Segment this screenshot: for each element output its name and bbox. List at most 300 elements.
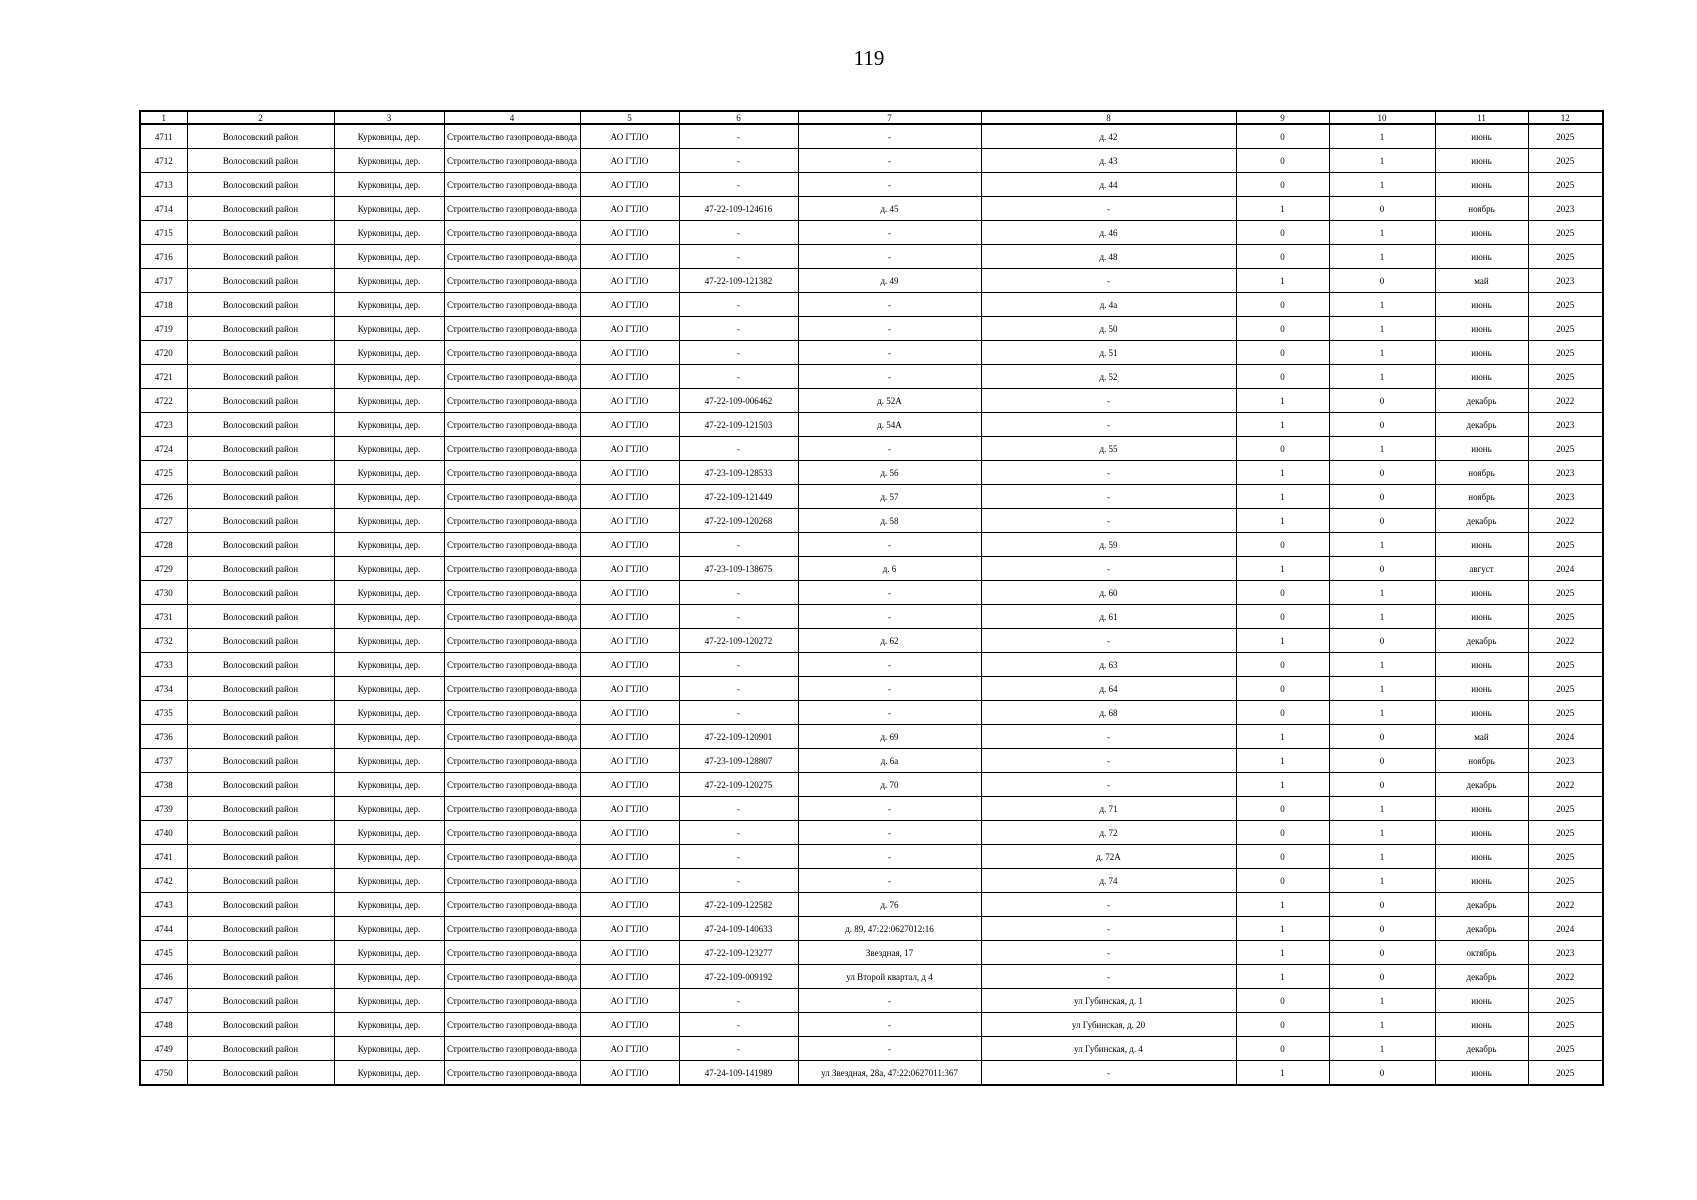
table-cell: 2022 (1528, 773, 1603, 797)
table-cell: май (1435, 725, 1528, 749)
table-cell: 2025 (1528, 317, 1603, 341)
page-number: 119 (853, 46, 885, 70)
table-cell: - (798, 173, 981, 197)
table-row (140, 1013, 1603, 1037)
table-cell: 2025 (1528, 821, 1603, 845)
table-cell: Строительство газопровода-ввода (444, 485, 580, 509)
table-cell: - (981, 389, 1236, 413)
table-cell: АО ГТЛО (580, 461, 679, 485)
table-cell: 47-22-109-124616 (679, 197, 798, 221)
table-row (140, 557, 1603, 581)
table-cell: Строительство газопровода-ввода (444, 941, 580, 965)
table-row (140, 413, 1603, 437)
table-cell: д. 71 (981, 797, 1236, 821)
table-cell: д. 68 (981, 701, 1236, 725)
table-cell: АО ГТЛО (580, 797, 679, 821)
table-cell: д. 70 (798, 773, 981, 797)
table-cell: 2023 (1528, 941, 1603, 965)
table-cell: 4717 (140, 269, 187, 293)
table-cell: 4712 (140, 149, 187, 173)
table-cell: 2024 (1528, 917, 1603, 941)
table-cell: 0 (1236, 533, 1329, 557)
table-cell: АО ГТЛО (580, 581, 679, 605)
table-cell: Строительство газопровода-ввода (444, 581, 580, 605)
table-cell: 1 (1329, 317, 1435, 341)
table-cell: д. 52А (798, 389, 981, 413)
table-cell: 1 (1329, 533, 1435, 557)
table-cell: 47-23-109-128807 (679, 749, 798, 773)
table-cell: Строительство газопровода-ввода (444, 749, 580, 773)
table-cell: - (679, 293, 798, 317)
table-cell: Волосовский район (187, 485, 334, 509)
table-cell: - (798, 605, 981, 629)
table-cell: 4742 (140, 869, 187, 893)
table-cell: Волосовский район (187, 509, 334, 533)
column-header: 4 (444, 111, 580, 124)
table-cell: 1 (1329, 869, 1435, 893)
table-row (140, 1061, 1603, 1086)
table-cell: Строительство газопровода-ввода (444, 293, 580, 317)
table-cell: Строительство газопровода-ввода (444, 629, 580, 653)
table-cell: Волосовский район (187, 653, 334, 677)
table-row (140, 389, 1603, 413)
table-cell: - (798, 989, 981, 1013)
table-cell: 4729 (140, 557, 187, 581)
table-cell: 0 (1236, 317, 1329, 341)
table-cell: 1 (1236, 269, 1329, 293)
table-cell: АО ГТЛО (580, 149, 679, 173)
table-cell: - (981, 509, 1236, 533)
table-cell: - (798, 437, 981, 461)
table-cell: Курковицы, дер. (334, 269, 444, 293)
table-cell: Волосовский район (187, 173, 334, 197)
table-cell: - (981, 725, 1236, 749)
table-cell: 1 (1236, 1061, 1329, 1086)
table-cell: 4740 (140, 821, 187, 845)
table-cell: Строительство газопровода-ввода (444, 605, 580, 629)
table-cell: Строительство газопровода-ввода (444, 317, 580, 341)
table-cell: АО ГТЛО (580, 509, 679, 533)
table-cell: Строительство газопровода-ввода (444, 389, 580, 413)
table-cell: - (679, 149, 798, 173)
table-cell: 1 (1329, 701, 1435, 725)
table-cell: - (679, 869, 798, 893)
table-row (140, 605, 1603, 629)
table-cell: декабрь (1435, 389, 1528, 413)
table-cell: 1 (1329, 1013, 1435, 1037)
table-cell: - (798, 581, 981, 605)
table-cell: д. 44 (981, 173, 1236, 197)
table-cell: август (1435, 557, 1528, 581)
table-cell: Волосовский район (187, 893, 334, 917)
table-cell: - (798, 124, 981, 149)
table-cell: 0 (1236, 173, 1329, 197)
table-cell: 0 (1236, 653, 1329, 677)
table-cell: 1 (1329, 845, 1435, 869)
table-cell: Волосовский район (187, 845, 334, 869)
table-cell: 2023 (1528, 197, 1603, 221)
table-cell: 1 (1236, 557, 1329, 581)
table-cell: 2025 (1528, 365, 1603, 389)
table-row (140, 149, 1603, 173)
table-cell: д. 54А (798, 413, 981, 437)
table-cell: - (981, 269, 1236, 293)
table-cell: АО ГТЛО (580, 653, 679, 677)
table-cell: июнь (1435, 653, 1528, 677)
table-cell: 2025 (1528, 245, 1603, 269)
table-cell: июнь (1435, 293, 1528, 317)
table-cell: 1 (1329, 1037, 1435, 1061)
table-cell: Курковицы, дер. (334, 893, 444, 917)
table-cell: 0 (1329, 509, 1435, 533)
table-cell: 1 (1329, 653, 1435, 677)
table-cell: Курковицы, дер. (334, 1013, 444, 1037)
table-row (140, 773, 1603, 797)
table-cell: АО ГТЛО (580, 269, 679, 293)
table-cell: 2023 (1528, 413, 1603, 437)
table-cell: 47-22-109-006462 (679, 389, 798, 413)
table-cell: АО ГТЛО (580, 845, 679, 869)
table-cell: Строительство газопровода-ввода (444, 869, 580, 893)
table-cell: 0 (1329, 1061, 1435, 1086)
table-cell: 4739 (140, 797, 187, 821)
table-cell: 0 (1236, 677, 1329, 701)
table-cell: 1 (1329, 605, 1435, 629)
table-cell: 0 (1329, 773, 1435, 797)
table-row (140, 821, 1603, 845)
table-cell: - (798, 149, 981, 173)
table-cell: АО ГТЛО (580, 389, 679, 413)
table-cell: Курковицы, дер. (334, 149, 444, 173)
table-cell: 4731 (140, 605, 187, 629)
table-cell: Курковицы, дер. (334, 461, 444, 485)
table-cell: 1 (1329, 437, 1435, 461)
table-cell: 0 (1236, 869, 1329, 893)
table-cell: 4719 (140, 317, 187, 341)
table-cell: Строительство газопровода-ввода (444, 965, 580, 989)
table-cell: 47-24-109-140633 (679, 917, 798, 941)
table-cell: - (798, 365, 981, 389)
column-header: 5 (580, 111, 679, 124)
table-cell: 0 (1236, 1037, 1329, 1061)
table-cell: Строительство газопровода-ввода (444, 149, 580, 173)
table-cell: декабрь (1435, 1037, 1528, 1061)
table-cell: - (798, 1037, 981, 1061)
table-row (140, 221, 1603, 245)
table-cell: - (981, 749, 1236, 773)
table-cell: 4726 (140, 485, 187, 509)
table-cell: Курковицы, дер. (334, 581, 444, 605)
table-cell: 0 (1329, 485, 1435, 509)
table-cell: 2022 (1528, 893, 1603, 917)
table-cell: 4748 (140, 1013, 187, 1037)
table-cell: - (981, 773, 1236, 797)
table-cell: ул Губинская, д. 1 (981, 989, 1236, 1013)
table-cell: - (798, 701, 981, 725)
table-cell: Волосовский район (187, 557, 334, 581)
table-cell: АО ГТЛО (580, 293, 679, 317)
table-row (140, 461, 1603, 485)
table-cell: 4746 (140, 965, 187, 989)
table-row (140, 341, 1603, 365)
table-cell: - (981, 965, 1236, 989)
data-table (139, 110, 1604, 1086)
table-cell: Курковицы, дер. (334, 509, 444, 533)
table-cell: 2025 (1528, 341, 1603, 365)
table-cell: Волосовский район (187, 293, 334, 317)
table-cell: 4738 (140, 773, 187, 797)
table-cell: Строительство газопровода-ввода (444, 197, 580, 221)
table-cell: Строительство газопровода-ввода (444, 124, 580, 149)
table-cell: 1 (1236, 389, 1329, 413)
table-cell: 0 (1236, 1013, 1329, 1037)
table-cell: 1 (1236, 485, 1329, 509)
table-header-row (140, 111, 1603, 124)
table-cell: 2022 (1528, 509, 1603, 533)
table-cell: 4750 (140, 1061, 187, 1086)
table-row (140, 197, 1603, 221)
table-cell: 47-22-109-120901 (679, 725, 798, 749)
table-row (140, 869, 1603, 893)
table-row (140, 989, 1603, 1013)
table-cell: - (679, 653, 798, 677)
table-cell: 1 (1329, 341, 1435, 365)
table-row (140, 293, 1603, 317)
table-cell: Курковицы, дер. (334, 365, 444, 389)
table-cell: 0 (1329, 725, 1435, 749)
table-cell: 1 (1236, 725, 1329, 749)
table-cell: 4737 (140, 749, 187, 773)
table-cell: Волосовский район (187, 701, 334, 725)
table-cell: 4714 (140, 197, 187, 221)
column-header: 11 (1435, 111, 1528, 124)
table-cell: - (679, 989, 798, 1013)
table-cell: июнь (1435, 437, 1528, 461)
table-row (140, 797, 1603, 821)
table-cell: д. 6 (798, 557, 981, 581)
table-cell: 4744 (140, 917, 187, 941)
table-cell: Курковицы, дер. (334, 173, 444, 197)
table-cell: 0 (1329, 941, 1435, 965)
table-cell: 2025 (1528, 221, 1603, 245)
column-header: 3 (334, 111, 444, 124)
table-cell: 4735 (140, 701, 187, 725)
table-cell: Курковицы, дер. (334, 941, 444, 965)
table-cell: - (679, 341, 798, 365)
table-cell: д. 61 (981, 605, 1236, 629)
table-cell: Курковицы, дер. (334, 725, 444, 749)
table-cell: июнь (1435, 1061, 1528, 1086)
table-cell: июнь (1435, 605, 1528, 629)
table-cell: АО ГТЛО (580, 701, 679, 725)
table-cell: ноябрь (1435, 461, 1528, 485)
table-cell: - (798, 1013, 981, 1037)
column-header: 9 (1236, 111, 1329, 124)
table-cell: Строительство газопровода-ввода (444, 653, 580, 677)
table-cell: Курковицы, дер. (334, 413, 444, 437)
table-cell: ноябрь (1435, 485, 1528, 509)
table-cell: декабрь (1435, 629, 1528, 653)
table-cell: 47-23-109-138675 (679, 557, 798, 581)
table-cell: 47-22-109-120268 (679, 509, 798, 533)
table-cell: Волосовский район (187, 197, 334, 221)
table-cell: АО ГТЛО (580, 197, 679, 221)
table-cell: Курковицы, дер. (334, 1037, 444, 1061)
table-cell: 47-22-109-120275 (679, 773, 798, 797)
table-cell: Строительство газопровода-ввода (444, 725, 580, 749)
table-cell: Строительство газопровода-ввода (444, 917, 580, 941)
table-cell: 0 (1329, 965, 1435, 989)
table-cell: декабрь (1435, 893, 1528, 917)
table-cell: Волосовский район (187, 437, 334, 461)
table-cell: - (981, 629, 1236, 653)
table-cell: - (679, 821, 798, 845)
table-cell: АО ГТЛО (580, 365, 679, 389)
table-cell: Строительство газопровода-ввода (444, 1013, 580, 1037)
table-cell: - (981, 557, 1236, 581)
table-cell: Строительство газопровода-ввода (444, 821, 580, 845)
table-cell: д. 72 (981, 821, 1236, 845)
table-cell: Волосовский район (187, 1013, 334, 1037)
table-cell: АО ГТЛО (580, 605, 679, 629)
table-cell: Волосовский район (187, 1037, 334, 1061)
table-cell: 0 (1329, 389, 1435, 413)
table-row (140, 629, 1603, 653)
table-cell: - (798, 845, 981, 869)
table-cell: июнь (1435, 149, 1528, 173)
table-cell: ул Губинская, д. 4 (981, 1037, 1236, 1061)
table-cell: д. 4а (981, 293, 1236, 317)
table-cell: Волосовский район (187, 605, 334, 629)
table-cell: 2025 (1528, 1037, 1603, 1061)
table-cell: 4720 (140, 341, 187, 365)
table-cell: 0 (1236, 221, 1329, 245)
table-cell: Курковицы, дер. (334, 557, 444, 581)
table-cell: 1 (1236, 941, 1329, 965)
table-cell: АО ГТЛО (580, 893, 679, 917)
table-cell: Звездная, 17 (798, 941, 981, 965)
table-cell: д. 59 (981, 533, 1236, 557)
table-cell: 2025 (1528, 437, 1603, 461)
table-cell: - (981, 413, 1236, 437)
table-cell: - (798, 797, 981, 821)
table-cell: Волосовский район (187, 869, 334, 893)
table-cell: Строительство газопровода-ввода (444, 269, 580, 293)
table-cell: 4727 (140, 509, 187, 533)
table-cell: 1 (1236, 197, 1329, 221)
table-cell: Строительство газопровода-ввода (444, 773, 580, 797)
table-cell: 4713 (140, 173, 187, 197)
table-cell: 0 (1236, 797, 1329, 821)
table-cell: 4721 (140, 365, 187, 389)
table-cell: АО ГТЛО (580, 989, 679, 1013)
table-cell: 0 (1236, 605, 1329, 629)
table-cell: 2023 (1528, 461, 1603, 485)
table-cell: 0 (1236, 341, 1329, 365)
table-cell: июнь (1435, 317, 1528, 341)
table-cell: 2025 (1528, 677, 1603, 701)
table-cell: 4749 (140, 1037, 187, 1061)
table-cell: 1 (1236, 917, 1329, 941)
table-cell: Строительство газопровода-ввода (444, 341, 580, 365)
table-cell: Курковицы, дер. (334, 605, 444, 629)
table-cell: Курковицы, дер. (334, 797, 444, 821)
table-cell: - (679, 1013, 798, 1037)
table-cell: 2025 (1528, 869, 1603, 893)
table-cell: Курковицы, дер. (334, 293, 444, 317)
table-cell: 2025 (1528, 989, 1603, 1013)
table-cell: июнь (1435, 677, 1528, 701)
table-cell: АО ГТЛО (580, 869, 679, 893)
table-cell: 0 (1236, 821, 1329, 845)
table-cell: июнь (1435, 245, 1528, 269)
table-cell: - (798, 653, 981, 677)
table-cell: июнь (1435, 989, 1528, 1013)
table-cell: ул Звездная, 28а, 47:22:0627011:367 (798, 1061, 981, 1086)
table-cell: июнь (1435, 701, 1528, 725)
table-cell: 4722 (140, 389, 187, 413)
table-cell: д. 51 (981, 341, 1236, 365)
table-cell: 2025 (1528, 581, 1603, 605)
table-row (140, 509, 1603, 533)
table-cell: д. 89, 47:22:0627012:16 (798, 917, 981, 941)
table-cell: - (981, 941, 1236, 965)
table-cell: 4716 (140, 245, 187, 269)
table-cell: Строительство газопровода-ввода (444, 893, 580, 917)
table-cell: Волосовский район (187, 269, 334, 293)
table-cell: Курковицы, дер. (334, 989, 444, 1013)
table-cell: 0 (1329, 461, 1435, 485)
table-cell: 0 (1236, 124, 1329, 149)
table-cell: 0 (1329, 197, 1435, 221)
column-header: 2 (187, 111, 334, 124)
table-cell: Курковицы, дер. (334, 485, 444, 509)
table-cell: АО ГТЛО (580, 413, 679, 437)
table-cell: 2025 (1528, 533, 1603, 557)
table-cell: - (981, 893, 1236, 917)
table-cell: АО ГТЛО (580, 965, 679, 989)
table-cell: 4711 (140, 124, 187, 149)
column-header: 7 (798, 111, 981, 124)
table-cell: 1 (1329, 221, 1435, 245)
table-cell: 4743 (140, 893, 187, 917)
table-row (140, 677, 1603, 701)
table-cell: 2024 (1528, 725, 1603, 749)
table-cell: АО ГТЛО (580, 485, 679, 509)
table-cell: д. 60 (981, 581, 1236, 605)
table-cell: АО ГТЛО (580, 773, 679, 797)
table-row (140, 269, 1603, 293)
table-cell: 2025 (1528, 124, 1603, 149)
table-cell: Строительство газопровода-ввода (444, 701, 580, 725)
table-cell: 0 (1329, 749, 1435, 773)
table-cell: - (679, 124, 798, 149)
table-cell: 1 (1329, 677, 1435, 701)
table-cell: - (679, 677, 798, 701)
table-cell: 47-22-109-121382 (679, 269, 798, 293)
table-row (140, 485, 1603, 509)
table-row (140, 653, 1603, 677)
table-cell: Волосовский район (187, 317, 334, 341)
table-cell: 47-22-109-123277 (679, 941, 798, 965)
table-cell: Строительство газопровода-ввода (444, 173, 580, 197)
table-cell: 4732 (140, 629, 187, 653)
table-row (140, 533, 1603, 557)
table-cell: 1 (1329, 173, 1435, 197)
table-row (140, 317, 1603, 341)
table-cell: Волосовский район (187, 245, 334, 269)
table-cell: Курковицы, дер. (334, 389, 444, 413)
